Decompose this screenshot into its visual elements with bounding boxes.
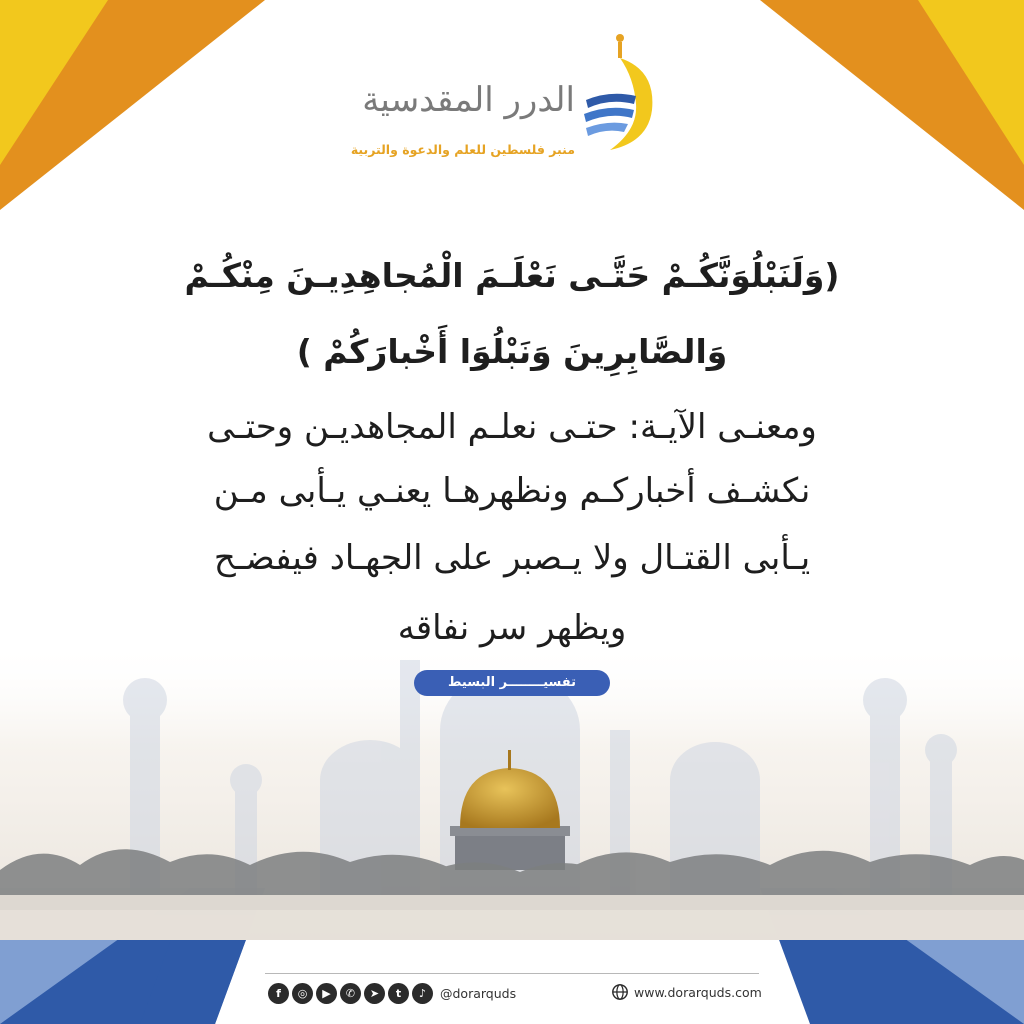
social-handle[interactable]: @dorarquds — [440, 986, 517, 1001]
logo — [350, 30, 670, 170]
globe-icon — [611, 983, 629, 1001]
logo-name: الدرر المقدسية — [362, 80, 575, 120]
verse-line-1: (وَلَنَبْلُوَنَّكُـمْ حَتَّـى نَعْلَـمَ الْمُجاهِدِيـنَ مِنْكُـمْ — [184, 256, 840, 295]
explanation-line-2: نكشـف أخباركـم ونظهرهـا يعنـي يـأبى مـن — [213, 471, 811, 511]
twitter-icon[interactable]: t — [388, 983, 409, 1004]
source-badge: تفسيــــــــر البسيط — [414, 670, 610, 696]
explanation-line-3: يـأبى القتـال ولا يـصبر على الجهـاد فيفضـح — [213, 538, 811, 578]
verse-line-2: وَالصَّابِرِينَ وَنَبْلُوَا أَخْبارَكُمْ ) — [296, 332, 728, 371]
website-url: www.dorarquds.com — [634, 984, 762, 1000]
explanation-line-4: ويظهر سر نفاقه — [397, 608, 627, 648]
youtube-icon[interactable]: ▶ — [316, 983, 337, 1004]
explanation-line-1: ومعنـى الآيـة: حتـى نعلـم المجاهديـن وحتـى — [207, 407, 817, 447]
footer-divider — [265, 973, 759, 974]
instagram-icon[interactable]: ◎ — [292, 983, 313, 1004]
whatsapp-icon[interactable]: ✆ — [340, 983, 361, 1004]
website-link[interactable] — [611, 983, 762, 1001]
telegram-icon[interactable]: ➤ — [364, 983, 385, 1004]
logo-tagline: منبر فلسطين للعلم والدعوة والتربية — [350, 142, 575, 157]
social-links — [268, 983, 516, 1004]
facebook-icon[interactable]: f — [268, 983, 289, 1004]
tiktok-icon[interactable]: ♪ — [412, 983, 433, 1004]
logo-mark-icon — [580, 30, 660, 160]
